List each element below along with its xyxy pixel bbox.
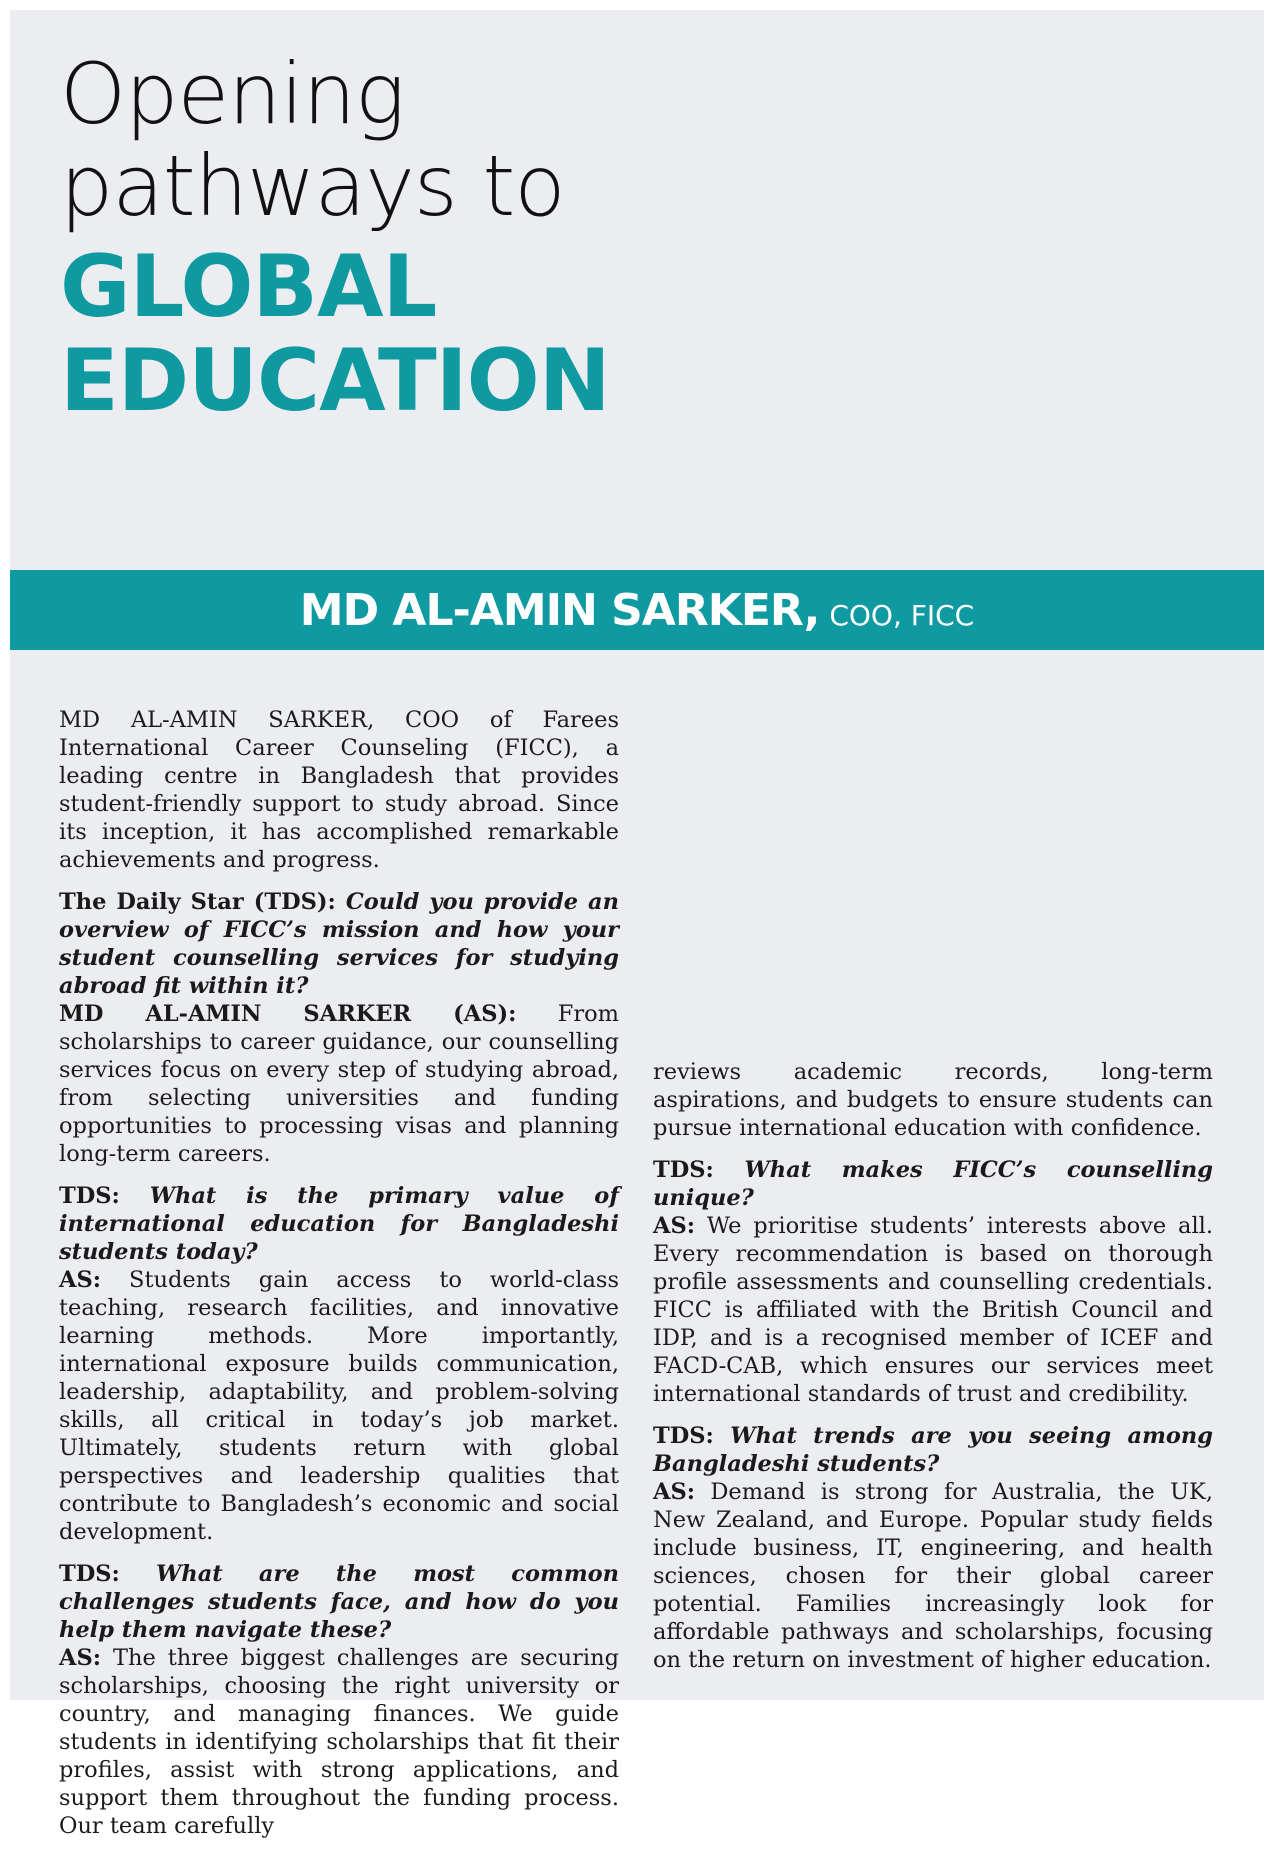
answer-2 (59, 1266, 619, 1546)
question-1-text: Could you provide an overview of FICC’s mission and how your student counselling services for studying abroad fit within it? (59, 889, 619, 999)
answer-4-label: AS: (653, 1213, 696, 1239)
answer-3-text: The three biggest challenges are securing scholarships, choosing the right university or country, and managing finances. We guide students in identifying scholarships that fit their profiles, assist with strong applications, and support them throughout the funding process. Our team carefully (59, 1645, 619, 1839)
question-5-text: What trends are you seeing among Bangladeshi students? (653, 1423, 1213, 1477)
answer-3 (59, 1644, 619, 1840)
answer-5-text: Demand is strong for Australia, the UK, New Zealand, and Europe. Popular study fields include business, IT, engineering, and health sciences, chosen for their global career potential. Families increasingly look for affordable pathways and scholarships, focusing on the return on investment of higher education. (653, 1479, 1213, 1673)
question-3-label: TDS: (59, 1561, 120, 1587)
question-5 (653, 1422, 1213, 1478)
interviewee-name: MD AL-AMIN SARKER, (299, 584, 820, 636)
right-column (653, 1058, 1213, 1688)
answer-4 (653, 1212, 1213, 1408)
headline-line-1: Opening (60, 45, 405, 143)
question-2 (59, 1182, 619, 1266)
question-2-label: TDS: (59, 1183, 120, 1209)
question-4-text: What makes FICC’s counselling unique? (653, 1157, 1213, 1211)
answer-2-label: AS: (59, 1267, 102, 1293)
answer-5-label: AS: (653, 1479, 696, 1505)
headline (60, 45, 960, 431)
answer-4-text: We prioritise students’ interests above all. Every recommendation is based on thorough profile assessments and counselling credentials. FICC is affiliated with the British Council and IDP, and is a recognised member of ICEF and FACD-CAB, which ensures our services meet international standards of trust and credibility. (653, 1213, 1214, 1407)
question-5-label: TDS: (653, 1423, 714, 1449)
question-3-text: What are the most common challenges students face, and how do you help them navigate these? (59, 1561, 619, 1643)
left-column (59, 706, 619, 1854)
question-4 (653, 1156, 1213, 1212)
question-3 (59, 1560, 619, 1644)
answer-1 (59, 1000, 619, 1168)
intro-paragraph: MD AL-AMIN SARKER, COO of Farees International Career Counseling (FICC), a leading centre in Bangladesh that provides student-friendly support to study abroad. Since its inception, it has accomplished remarkable achievements and progress. (59, 707, 619, 873)
answer-1-text: From scholarships to career guidance, our counselling services focus on every step of studying abroad, from selecting universities and funding opportunities to processing visas and planning long-term careers. (59, 1001, 619, 1167)
interviewee-banner (10, 570, 1264, 650)
question-2-text: What is the primary value of international education for Bangladeshi students today? (59, 1183, 619, 1265)
answer-1-label: MD AL-AMIN SARKER (AS): (59, 1001, 517, 1027)
article-page (10, 10, 1264, 1839)
headline-line-4: EDUCATION (60, 331, 610, 431)
answer-3-continuation: reviews academic records, long-term aspirations, and budgets to ensure students can pursue international education with confidence. (653, 1059, 1213, 1141)
interviewee-role: COO, FICC (829, 598, 975, 632)
headline-line-2: pathways to (60, 137, 565, 235)
headline-line-3: GLOBAL (60, 237, 437, 337)
question-1 (59, 888, 619, 1000)
question-1-label: The Daily Star (TDS): (59, 889, 336, 915)
answer-2-text: Students gain access to world-class teaching, research facilities, and innovative learning methods. More importantly, international exposure builds communication, leadership, adaptability, and problem-solving skills, all critical in today’s job market. Ultimately, students return with global perspectives and leadership qualities that contribute to Bangladesh’s economic and social development. (59, 1267, 619, 1545)
answer-3-label: AS: (59, 1645, 102, 1671)
answer-5 (653, 1478, 1213, 1674)
question-4-label: TDS: (653, 1157, 714, 1183)
